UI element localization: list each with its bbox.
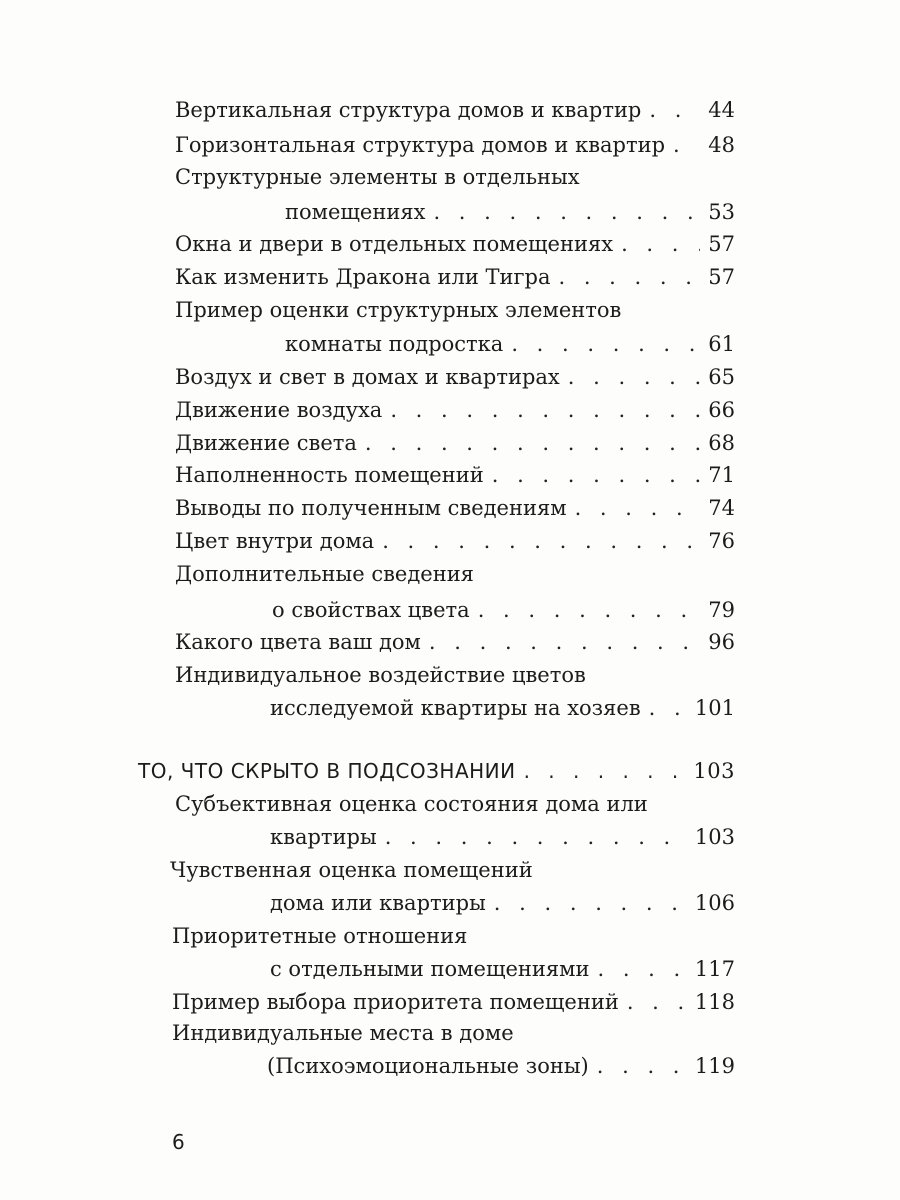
toc-entry xyxy=(175,131,735,159)
toc-entry-cont: (Психоэмоциональные зоны) xyxy=(267,1054,589,1078)
toc-entry-title: Пример выбора приоритета помещений xyxy=(172,990,619,1014)
toc-entry-title: Движение света xyxy=(175,431,357,455)
dot-leader xyxy=(429,628,700,656)
toc-entry xyxy=(175,96,735,124)
dot-leader xyxy=(568,363,701,391)
toc-entry-page: 57 xyxy=(708,265,735,289)
dot-leader xyxy=(494,889,687,917)
toc-entry xyxy=(270,889,735,917)
toc-entry-page: 53 xyxy=(708,200,735,224)
toc-entry-title: Как изменить Дракона или Тигра xyxy=(175,265,551,289)
toc-entry-cont: исследуемой квартиры на хозяев xyxy=(270,696,641,720)
dot-leader xyxy=(524,757,686,785)
dot-leader xyxy=(433,198,700,226)
dot-leader xyxy=(597,1052,687,1080)
toc-entry xyxy=(272,596,735,624)
toc-entry xyxy=(175,396,735,424)
toc-entry-title: Окна и двери в отдельных помещениях xyxy=(175,232,614,256)
toc-section-heading xyxy=(138,757,735,785)
dot-leader xyxy=(558,263,700,291)
toc-entry xyxy=(175,494,735,522)
toc-entry-page: 68 xyxy=(708,431,735,455)
toc-entry xyxy=(285,198,735,226)
toc-entry-page: 96 xyxy=(708,630,735,654)
toc-entry-cont: дома или квартиры xyxy=(270,891,486,915)
toc-entry-title: Пример оценки структурных элементов xyxy=(175,298,622,322)
toc-entry-title: Субъективная оценка состояния дома или xyxy=(175,792,648,816)
toc-entry xyxy=(175,263,735,291)
dot-leader xyxy=(511,330,700,358)
toc-entry-title: Наполненность помещений xyxy=(175,463,484,487)
toc-entry-page: 103 xyxy=(694,825,735,849)
toc-entry xyxy=(267,1052,735,1080)
toc-entry-page: 76 xyxy=(708,529,735,553)
toc-entry-title: Приоритетные отношения xyxy=(172,924,468,948)
toc-entry-title: Горизонтальная структура домов и квартир xyxy=(175,133,666,157)
dot-leader xyxy=(365,429,700,457)
toc-entry-cont: комнаты подростка xyxy=(285,332,504,356)
toc-entry-page: 106 xyxy=(694,891,735,915)
toc-entry-page: 71 xyxy=(708,463,735,487)
toc-entry-page: 119 xyxy=(694,1054,735,1078)
toc-entry-page: 57 xyxy=(708,232,735,256)
toc-entry xyxy=(270,694,735,722)
toc-entry-page: 48 xyxy=(708,133,735,157)
page-number: 6 xyxy=(172,1130,185,1154)
toc-entry-page: 118 xyxy=(694,990,735,1014)
dot-leader xyxy=(390,396,700,424)
toc-entry xyxy=(175,429,735,457)
toc-entry-cont: помещениях xyxy=(285,200,426,224)
toc-entry-title: Структурные элементы в отдельных xyxy=(175,165,580,189)
toc-entry-page: 44 xyxy=(708,98,735,122)
toc-entry-page: 101 xyxy=(694,696,735,720)
toc-entry-title: Вертикальная структура домов и квартир xyxy=(175,98,642,122)
toc-entry xyxy=(175,363,735,391)
toc-entry xyxy=(285,330,735,358)
dot-leader xyxy=(649,694,687,722)
dot-leader xyxy=(492,461,701,489)
dot-leader xyxy=(382,527,700,555)
toc-entry-cont: квартиры xyxy=(270,825,377,849)
toc-entry xyxy=(175,230,735,258)
toc-entry-page: 66 xyxy=(708,398,735,422)
toc-entry xyxy=(175,628,735,656)
dot-leader xyxy=(621,230,700,258)
dot-leader xyxy=(478,596,701,624)
toc-entry-title: Индивидуальное воздействие цветов xyxy=(175,663,586,687)
toc-entry-page: 79 xyxy=(708,598,735,622)
toc-entry-title: Движение воздуха xyxy=(175,398,383,422)
toc-entry-page: 117 xyxy=(694,957,735,981)
dot-leader xyxy=(627,988,687,1016)
toc-entry-title: Дополнительные сведения xyxy=(175,562,474,586)
toc-entry xyxy=(270,955,735,983)
toc-entry-title: Индивидуальные места в доме xyxy=(172,1021,514,1045)
dot-leader xyxy=(597,955,686,983)
dot-leader xyxy=(649,96,700,124)
dot-leader xyxy=(673,131,700,159)
toc-entry xyxy=(270,823,735,851)
toc-entry-title: Цвет внутри дома xyxy=(175,529,375,553)
toc-entry-page: 65 xyxy=(708,365,735,389)
section-page: 103 xyxy=(693,759,735,783)
toc-entry-title: Воздух и свет в домах и квартирах xyxy=(175,365,560,389)
toc-entry xyxy=(175,461,735,489)
toc-entry-title: Чувственная оценка помещений xyxy=(170,858,533,882)
toc-entry-title: Выводы по полученным сведениям xyxy=(175,496,567,520)
toc-entry xyxy=(175,527,735,555)
toc-entry-page: 61 xyxy=(708,332,735,356)
toc-entry-page: 74 xyxy=(708,496,735,520)
toc-entry-cont: о свойствах цвета xyxy=(272,598,470,622)
toc-entry-title: Какого цвета ваш дом xyxy=(175,630,421,654)
toc-entry xyxy=(172,988,735,1016)
section-title: ТО, ЧТО СКРЫТО В ПОДСОЗНАНИИ xyxy=(138,759,516,783)
dot-leader xyxy=(575,494,701,522)
dot-leader xyxy=(385,823,687,851)
toc-entry-cont: с отдельными помещениями xyxy=(270,957,590,981)
